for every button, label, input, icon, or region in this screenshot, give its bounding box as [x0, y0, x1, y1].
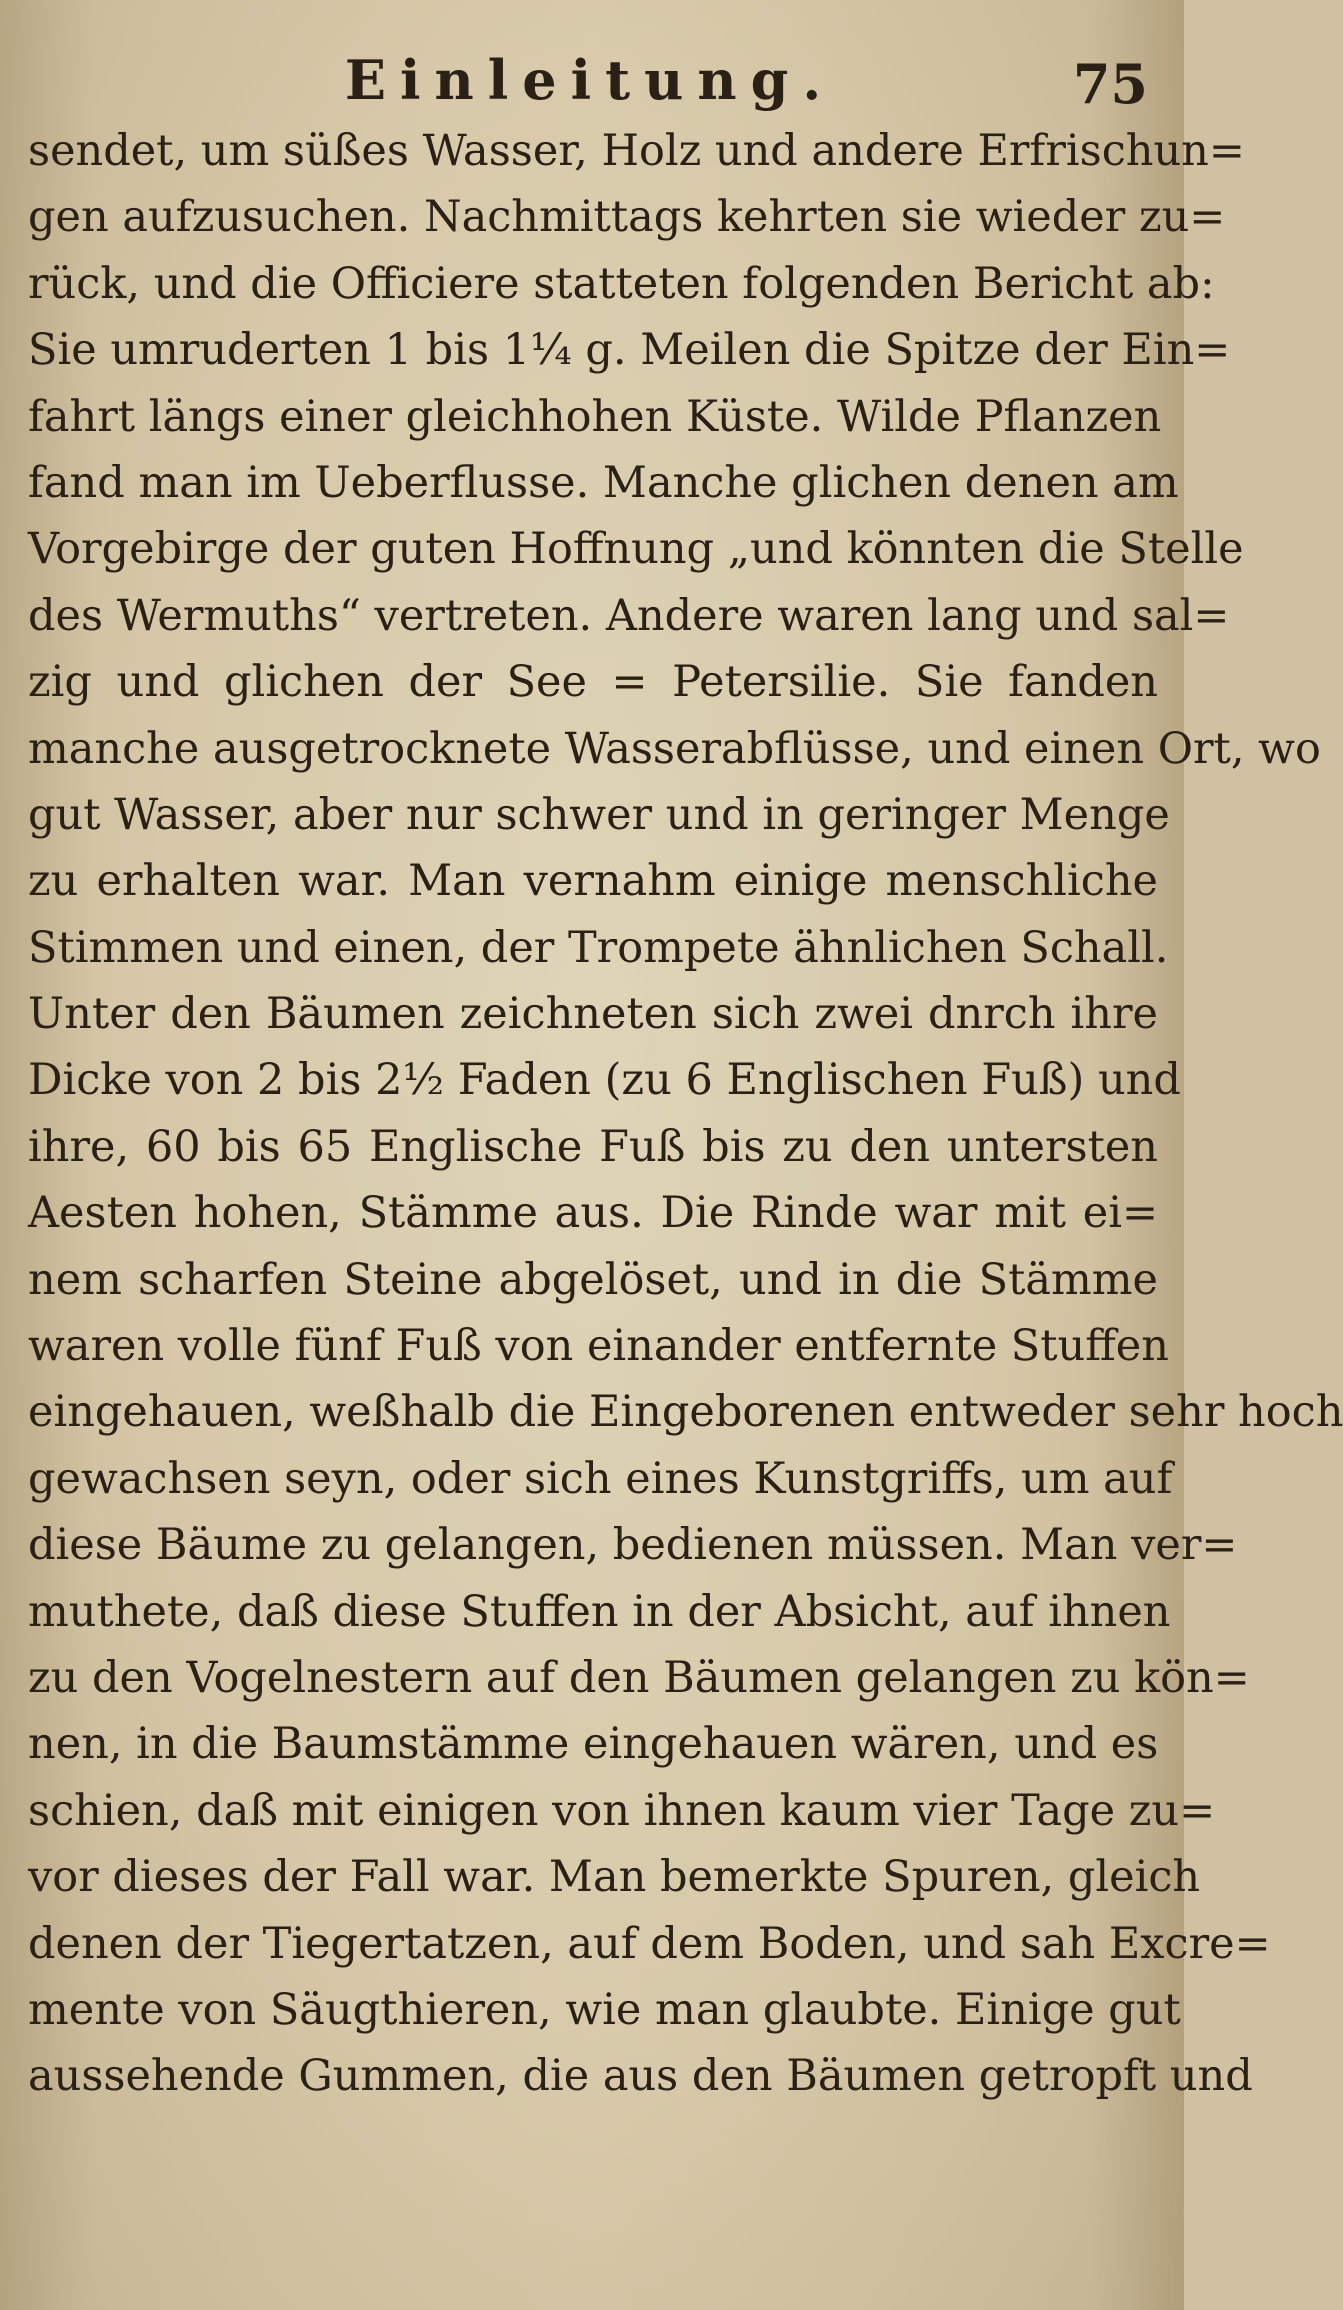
- body-text: [28, 118, 1343, 2110]
- text-line: waren volle fünf Fuß von einander entfernte Stuffen: [28, 1321, 1169, 1372]
- text-line: muthete, daß diese Stuffen in der Absicht, auf ihnen: [28, 1586, 1171, 1637]
- text-line: Stimmen und einen, der Trompete ähnlichen Schall.: [28, 922, 1169, 973]
- text-line: zu den Vogelnestern auf den Bäumen gelangen zu kön=: [28, 1652, 1250, 1703]
- text-line: des Wermuths“ vertreten. Andere waren lang und sal=: [28, 590, 1230, 641]
- text-line: ihre, 60 bis 65 Englische Fuß bis zu den untersten: [28, 1121, 1158, 1172]
- text-line: Dicke von 2 bis 2½ Faden (zu 6 Englischen Fuß) und: [28, 1055, 1181, 1106]
- text-line: denen der Tiegertatzen, auf dem Boden, und sah Excre=: [28, 1918, 1271, 1969]
- text-line: mente von Säugthieren, wie man glaubte. Einige gut: [28, 1984, 1181, 2035]
- text-line: aussehende Gummen, die aus den Bäumen getropft und: [28, 2051, 1253, 2102]
- text-line: fahrt längs einer gleichhohen Küste. Wilde Pflanzen: [28, 391, 1162, 442]
- text-line: Vorgebirge der guten Hoffnung „und könnten die Stelle: [28, 524, 1244, 575]
- text-line: zig und glichen der See = Petersilie. Sie fanden: [28, 657, 1158, 708]
- page-number: 75: [1072, 52, 1148, 116]
- text-line: Unter den Bäumen zeichneten sich zwei dnrch ihre: [28, 989, 1158, 1040]
- text-line: gen aufzusuchen. Nachmittags kehrten sie wieder zu=: [28, 192, 1226, 243]
- text-line: vor dieses der Fall war. Man bemerkte Spuren, gleich: [28, 1852, 1201, 1903]
- text-line: eingehauen, weßhalb die Eingeborenen entweder sehr hoch: [28, 1387, 1343, 1438]
- text-line: fand man im Ueberflusse. Manche glichen denen am: [28, 457, 1179, 508]
- text-line: nem scharfen Steine abgelöset, und in die Stämme: [28, 1254, 1158, 1305]
- running-title: Einleitung.: [344, 48, 836, 112]
- text-line: rück, und die Officiere statteten folgenden Bericht ab:: [28, 258, 1215, 309]
- text-line: manche ausgetrocknete Wasserabflüsse, und einen Ort, wo: [28, 723, 1321, 774]
- text-line: gewachsen seyn, oder sich eines Kunstgriffs, um auf: [28, 1453, 1173, 1504]
- text-line: gut Wasser, aber nur schwer und in geringer Menge: [28, 789, 1170, 840]
- text-line: Aesten hohen, Stämme aus. Die Rinde war mit ei=: [28, 1188, 1158, 1239]
- text-line: nen, in die Baumstämme eingehauen wären, und es: [28, 1719, 1159, 1770]
- text-line: schien, daß mit einigen von ihnen kaum vier Tage zu=: [28, 1785, 1216, 1836]
- text-line: diese Bäume zu gelangen, bedienen müssen. Man ver=: [28, 1520, 1238, 1571]
- text-line: sendet, um süßes Wasser, Holz und andere Erfrischun=: [28, 126, 1245, 176]
- text-line: zu erhalten war. Man vernahm einige menschliche: [28, 856, 1158, 907]
- page-header: [0, 40, 1184, 120]
- text-line: Sie umruderten 1 bis 1¼ g. Meilen die Spitze der Ein=: [28, 325, 1231, 376]
